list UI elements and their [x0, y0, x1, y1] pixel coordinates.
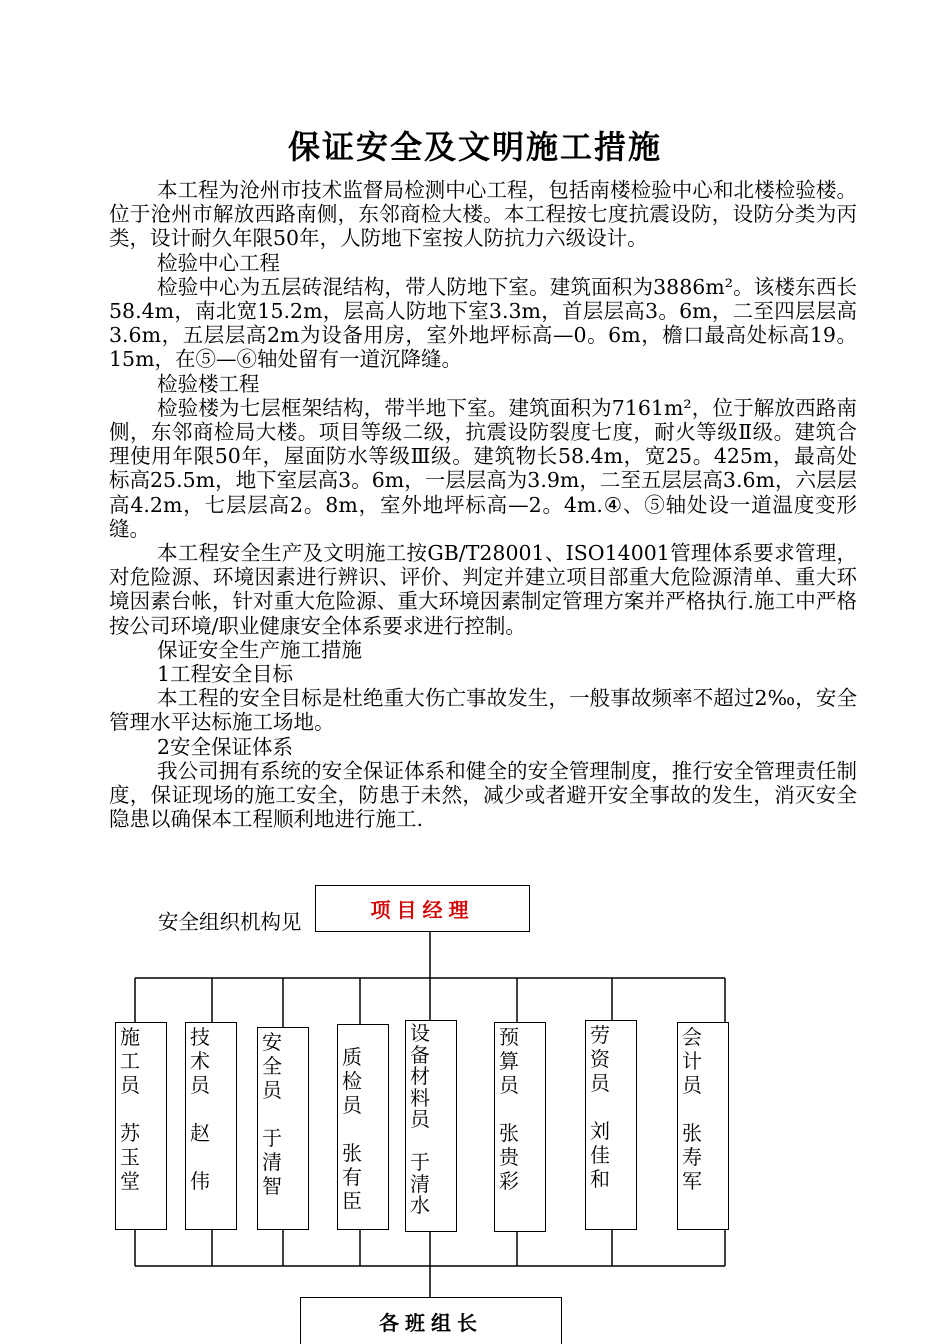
org-node-member — [115, 1022, 167, 1230]
org-node-member — [257, 1027, 309, 1230]
org-node-member — [677, 1022, 729, 1230]
org-node-label: 会 计 员 张 寿 军 — [682, 1025, 702, 1193]
section-heading: 2安全保证体系 — [157, 734, 294, 759]
org-node-label: 施 工 员 苏 玉 堂 — [120, 1025, 140, 1193]
paragraph: 我公司拥有系统的安全保证体系和健全的安全管理制度，推行安全管理责任制度，保证现场的施工安全，防患于未然，减少或者避开安全事故的发生，消灭安全隐患以确保本工程顺利地进行施工. — [109, 758, 857, 832]
section-heading: 检验中心工程 — [157, 250, 280, 275]
org-node-label: 安 全 员 于 清 智 — [262, 1030, 282, 1198]
org-node-label: 劳 资 员 刘 佳 和 — [590, 1023, 610, 1191]
org-node-label: 技 术 员 赵 伟 — [190, 1025, 210, 1193]
org-node-label: 预 算 员 张 贵 彩 — [499, 1025, 519, 1193]
paragraph: 检验楼为七层框架结构，带半地下室。建筑面积为7161m²，位于解放西路南侧，东邻商检局大楼。项目等级二级，抗震设防裂度七度，耐火等级Ⅱ级。建筑合理使用年限50年，屋面防水等级Ⅲ级。建筑物长58.4m，宽25。425m，最高处标高25.5m，地下室层高3。6m，一层层高为3.9m，二至五层层高3.6m，六层层高4.2m，七层层高2。8m，室外地坪标高—2。4m.④、⑤轴处设一道温度变形缝。 — [109, 395, 857, 541]
org-node-member — [585, 1020, 637, 1230]
section-heading: 检验楼工程 — [157, 371, 260, 396]
section-heading: 1工程安全目标 — [157, 662, 294, 687]
page-title: 保证安全及文明施工措施 — [287, 128, 662, 166]
org-node-member — [494, 1022, 546, 1232]
org-node-member — [405, 1020, 457, 1232]
org-node-member — [185, 1022, 237, 1230]
org-node-label: 质 检 员 张 有 臣 — [342, 1045, 362, 1213]
paragraph: 本工程为沧州市技术监督局检测中心工程，包括南楼检验中心和北楼检验楼。位于沧州市解放西路南侧，东邻商检大楼。本工程按七度抗震设防，设防分类为丙类，设计耐久年限50年，人防地下室按人防抗力六级设计。 — [109, 178, 857, 251]
paragraph: 本工程的安全目标是杜绝重大伤亡事故发生，一般事故频率不超过2‰，安全管理水平达标施工场地。 — [109, 686, 857, 735]
org-node-label: 设 备 材 料 员 于 清 水 — [410, 1021, 430, 1217]
org-node-team-leaders: 各班组长 — [300, 1297, 562, 1344]
org-node-member — [337, 1024, 389, 1230]
paragraph: 本工程安全生产及文明施工按GB/T28001、ISO14001管理体系要求管理，对危险源、环境因素进行辨识、评价、判定并建立项目部重大危险源清单、重大环境因素台帐，针对重大危险源、重大环境因素制定管理方案并严格执行.施工中严格按公司环境/职业健康安全体系要求进行控制。 — [109, 541, 857, 638]
org-node-project-manager: 项目经理 — [315, 885, 530, 932]
org-chart-caption: 安全组织机构见 — [158, 910, 302, 934]
section-heading: 保证安全生产施工措施 — [157, 637, 362, 662]
paragraph: 检验中心为五层砖混结构，带人防地下室。建筑面积为3886m²。该楼东西长58.4m，南北宽15.2m，层高人防地下室3.3m，首层层高3。6m，二至四层层高3.6m，五层层高2m为设备用房，室外地坪标高—0。6m，檐口最高处标高19。15m，在⑤—⑥轴处留有一道沉降缝。 — [109, 274, 857, 372]
